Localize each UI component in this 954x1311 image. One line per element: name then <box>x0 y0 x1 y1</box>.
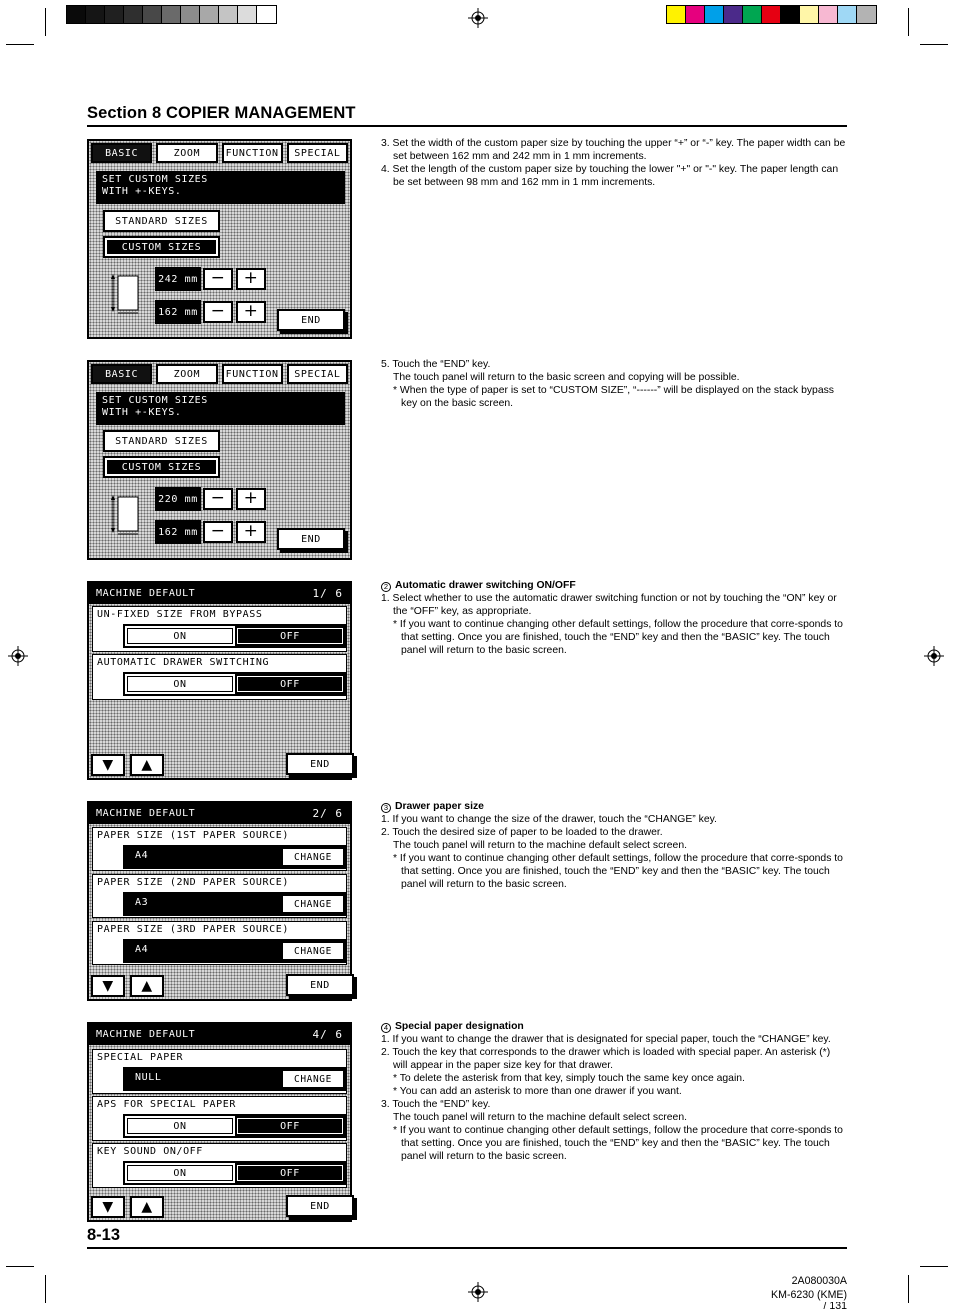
crop-mark <box>6 1266 34 1267</box>
step-3-result: The touch panel will return to the machine default select screen. <box>393 1112 687 1123</box>
color-swatch <box>181 6 200 23</box>
setting-label: PAPER SIZE (1ST PAPER SOURCE) <box>97 830 289 841</box>
registration-mark-left-icon <box>8 646 28 666</box>
step-text-width-length <box>381 137 847 189</box>
instruction-message: SET CUSTOM SIZES WITH +-KEYS. <box>96 392 345 425</box>
tab-basic[interactable]: BASIC <box>91 364 152 384</box>
model-code: KM-6230 (KME) <box>771 1289 847 1301</box>
setting-group-unfixed-size <box>92 606 347 652</box>
color-swatch <box>162 6 181 23</box>
step-1-text: 1. If you want to change the size of the drawer, touch the “CHANGE” key. <box>381 814 717 825</box>
page-up-button[interactable]: ▲ <box>130 754 164 776</box>
tab-basic[interactable]: BASIC <box>91 143 152 163</box>
heading-text: Special paper designation <box>395 1021 524 1032</box>
color-swatch <box>105 6 124 23</box>
crop-mark <box>908 1275 909 1303</box>
panel-header <box>89 1024 350 1045</box>
tab-zoom[interactable]: ZOOM <box>156 143 217 163</box>
setting-group-auto-drawer <box>92 654 347 700</box>
tab-zoom[interactable]: ZOOM <box>156 364 217 384</box>
color-swatch <box>781 6 800 23</box>
tab-special[interactable]: SPECIAL <box>287 364 348 384</box>
setting-label: AUTOMATIC DRAWER SWITCHING <box>97 657 270 668</box>
length-plus-button[interactable]: + <box>236 301 266 323</box>
setting-label: APS FOR SPECIAL PAPER <box>97 1099 237 1110</box>
panel-footer <box>89 752 350 778</box>
color-swatch <box>857 6 876 23</box>
setting-group-2nd-source <box>92 874 347 918</box>
step-1-text: 1. Select whether to use the automatic drawer switching function or not by touching the “ON” key or the “OFF” key, as appropriate. <box>381 593 837 617</box>
tab-function[interactable]: FUNCTION <box>222 143 283 163</box>
step-note: * If you want to continue changing other default settings, follow the procedure that corre-sponds to that setting. Once you are finished, touch the “END” key and then the “BASIC” key. The touch panel will return to the basic screen. <box>393 853 843 890</box>
setting-label: PAPER SIZE (2ND PAPER SOURCE) <box>97 877 289 888</box>
standard-sizes-button[interactable]: STANDARD SIZES <box>103 430 220 452</box>
on-off-toggle <box>123 624 347 648</box>
setting-group-key-sound <box>92 1143 347 1188</box>
color-swatch <box>143 6 162 23</box>
width-minus-button[interactable]: − <box>203 268 233 290</box>
change-button[interactable]: CHANGE <box>282 1070 344 1088</box>
step-2-note-1: * To delete the asterisk from that key, simply touch the same key once again. <box>393 1073 745 1084</box>
crop-mark <box>920 44 948 45</box>
process-color-bar <box>666 5 877 24</box>
crop-mark <box>45 8 46 36</box>
step-note: * If you want to continue changing other default settings, follow the procedure that corre-sponds to that setting. Once you are finished, touch the “END” key and then the “BASIC” key. The touch panel will return to the basic screen. <box>393 619 843 656</box>
special-paper-value: NULL <box>135 1072 162 1083</box>
paper-dimension-icon <box>109 273 141 315</box>
on-button[interactable]: ON <box>125 626 235 646</box>
color-swatch <box>743 6 762 23</box>
panel-title: MACHINE DEFAULT <box>96 588 196 599</box>
step-2-text: 2. Touch the desired size of paper to be loaded to the drawer. <box>381 827 663 838</box>
step-3-text: 3. Touch the “END” key. <box>381 1099 491 1110</box>
color-swatch <box>838 6 857 23</box>
subsection-heading <box>381 800 847 813</box>
step-4-text: 4. Set the length of the custom paper size by touching the lower "+" or "-" key. The paper length can be set between 98 mm and 162 mm in 1 mm increments. <box>381 164 839 188</box>
page-down-button[interactable]: ▼ <box>91 754 125 776</box>
drawer-paper-size-text <box>381 800 847 891</box>
step-5-text: 5. Touch the “END” key. <box>381 359 491 370</box>
width-plus-button[interactable]: + <box>236 488 266 510</box>
crop-mark <box>45 1275 46 1303</box>
step-5-result: The touch panel will return to the basic screen and copying will be possible. <box>393 372 740 383</box>
custom-sizes-button[interactable]: CUSTOM SIZES <box>103 456 220 478</box>
mode-tabs <box>91 143 348 163</box>
width-minus-button[interactable]: − <box>203 488 233 510</box>
paper-size-row <box>123 845 347 869</box>
color-swatch <box>800 6 819 23</box>
header-rule <box>87 125 847 127</box>
panel-header <box>89 803 350 824</box>
tab-function[interactable]: FUNCTION <box>222 364 283 384</box>
machine-default-panel-2 <box>87 801 352 1001</box>
length-minus-button[interactable]: − <box>203 301 233 323</box>
on-off-toggle <box>123 1114 347 1138</box>
length-plus-button[interactable]: + <box>236 521 266 543</box>
off-button[interactable]: OFF <box>235 1163 345 1183</box>
registration-mark-bottom-icon <box>468 1282 488 1302</box>
on-button[interactable]: ON <box>125 1116 235 1136</box>
page-down-button[interactable]: ▼ <box>91 1196 125 1218</box>
heading-text: Drawer paper size <box>395 801 484 812</box>
end-button[interactable]: END <box>286 974 354 996</box>
setting-label: UN-FIXED SIZE FROM BYPASS <box>97 609 263 620</box>
on-off-toggle <box>123 672 347 696</box>
page-indicator: 1/ 6 <box>312 587 343 600</box>
color-swatch <box>200 6 219 23</box>
length-value: 162 mm <box>155 300 201 324</box>
color-swatch <box>257 6 276 23</box>
panel-footer <box>89 1194 350 1220</box>
length-minus-button[interactable]: − <box>203 521 233 543</box>
step-3-note: * If you want to continue changing other default settings, follow the procedure that corre-sponds to that setting. Once you are finished, touch the “END” key and then the “BASIC” key. The touch panel will return to the basic screen. <box>393 1125 843 1162</box>
document-code: 2A080030A <box>791 1275 847 1287</box>
grayscale-color-bar <box>66 5 277 24</box>
color-swatch <box>686 6 705 23</box>
circled-number: 3 <box>381 803 391 813</box>
step-3-text: 3. Set the width of the custom paper size by touching the upper “+” or “-” key. The paper width can be set between 162 mm and 242 mm in 1 mm increments. <box>381 138 846 162</box>
paper-dimension-icon <box>109 494 141 536</box>
off-button[interactable]: OFF <box>235 674 345 694</box>
color-swatch <box>67 6 86 23</box>
on-button[interactable]: ON <box>125 674 235 694</box>
registration-mark-right-icon <box>924 646 944 666</box>
crop-mark <box>6 44 34 45</box>
change-button[interactable]: CHANGE <box>282 848 344 866</box>
paper-size-row <box>123 892 347 916</box>
setting-group-1st-source <box>92 827 347 871</box>
color-swatch <box>762 6 781 23</box>
page-up-button[interactable]: ▲ <box>130 975 164 997</box>
color-swatch <box>819 6 838 23</box>
footer-rule <box>87 1247 847 1249</box>
color-swatch <box>86 6 105 23</box>
step-2-text: 2. Touch the key that corresponds to the drawer which is loaded with special paper. An asterisk (*) will appear in the paper size key for that drawer. <box>381 1047 831 1071</box>
special-paper-row <box>123 1067 347 1091</box>
subsection-heading <box>381 1020 847 1033</box>
page-down-button[interactable]: ▼ <box>91 975 125 997</box>
setting-group-special-paper <box>92 1049 347 1094</box>
circled-number: 4 <box>381 1023 391 1033</box>
page-number: 8-13 <box>87 1226 121 1244</box>
custom-size-panel-1 <box>87 139 352 339</box>
circled-number: 2 <box>381 582 391 592</box>
color-swatch <box>724 6 743 23</box>
end-button[interactable]: END <box>277 528 345 550</box>
step-1-text: 1. If you want to change the drawer that is designated for special paper, touch the “CHANGE” key. <box>381 1034 831 1045</box>
paper-size-value: A4 <box>135 850 149 861</box>
step-5-note: * When the type of paper is set to “CUSTOM SIZE”, “------” will be displayed on the stack bypass key on the basic screen. <box>393 385 834 409</box>
instruction-message: SET CUSTOM SIZES WITH +-KEYS. <box>96 171 345 204</box>
setting-group-3rd-source <box>92 921 347 965</box>
width-value: 220 mm <box>155 487 201 511</box>
end-button[interactable]: END <box>277 309 345 331</box>
end-button[interactable]: END <box>286 1195 354 1217</box>
width-plus-button[interactable]: + <box>236 268 266 290</box>
custom-size-panel-2 <box>87 360 352 560</box>
paper-size-row <box>123 939 347 963</box>
crop-mark <box>908 8 909 36</box>
change-button[interactable]: CHANGE <box>282 895 344 913</box>
mode-tabs <box>91 364 348 384</box>
setting-group-aps <box>92 1096 347 1141</box>
panel-title: MACHINE DEFAULT <box>96 1029 196 1040</box>
setting-label: KEY SOUND ON/OFF <box>97 1146 203 1157</box>
page-indicator: 2/ 6 <box>312 807 343 820</box>
special-paper-designation-text <box>381 1020 847 1163</box>
page-code: / 131 <box>823 1302 847 1311</box>
length-value: 162 mm <box>155 520 201 544</box>
tab-special[interactable]: SPECIAL <box>287 143 348 163</box>
machine-default-panel-1 <box>87 581 352 780</box>
heading-text: Automatic drawer switching ON/OFF <box>395 580 576 591</box>
machine-default-panel-4 <box>87 1022 352 1222</box>
step-2-result: The touch panel will return to the machine default select screen. <box>393 840 687 851</box>
color-swatch <box>219 6 238 23</box>
section-title: Section 8 COPIER MANAGEMENT <box>87 104 356 122</box>
crop-mark <box>920 1266 948 1267</box>
end-button[interactable]: END <box>286 753 354 775</box>
setting-label: SPECIAL PAPER <box>97 1052 184 1063</box>
auto-drawer-switching-text <box>381 579 847 657</box>
step-text-end <box>381 358 847 410</box>
off-button[interactable]: OFF <box>235 626 345 646</box>
panel-title: MACHINE DEFAULT <box>96 808 196 819</box>
custom-sizes-button[interactable]: CUSTOM SIZES <box>103 236 220 258</box>
page-up-button[interactable]: ▲ <box>130 1196 164 1218</box>
page-indicator: 4/ 6 <box>312 1028 343 1041</box>
color-swatch <box>124 6 143 23</box>
paper-size-value: A3 <box>135 897 149 908</box>
change-button[interactable]: CHANGE <box>282 942 344 960</box>
panel-header <box>89 583 350 604</box>
color-swatch <box>667 6 686 23</box>
step-2-note-2: * You can add an asterisk to more than one drawer if you want. <box>393 1086 682 1097</box>
standard-sizes-button[interactable]: STANDARD SIZES <box>103 210 220 232</box>
color-swatch <box>705 6 724 23</box>
off-button[interactable]: OFF <box>235 1116 345 1136</box>
on-button[interactable]: ON <box>125 1163 235 1183</box>
setting-label: PAPER SIZE (3RD PAPER SOURCE) <box>97 924 289 935</box>
color-swatch <box>238 6 257 23</box>
panel-footer <box>89 973 350 999</box>
paper-size-value: A4 <box>135 944 149 955</box>
width-value: 242 mm <box>155 267 201 291</box>
on-off-toggle <box>123 1161 347 1185</box>
registration-mark-top-icon <box>468 8 488 28</box>
subsection-heading <box>381 579 847 592</box>
